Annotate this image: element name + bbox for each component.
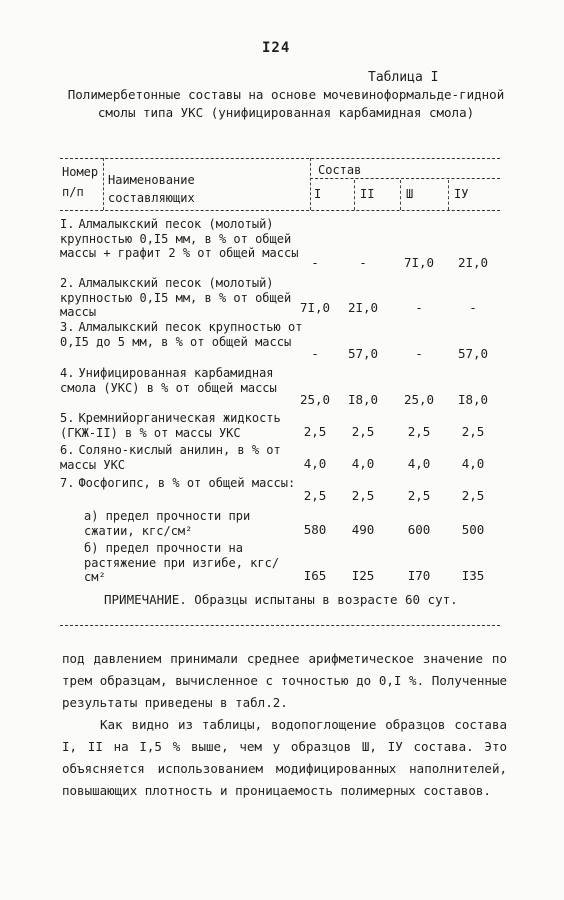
cell-r1-c2: -: [359, 255, 367, 270]
paragraph-1: под давлением принимали среднее арифметическое значение по трем образцам, вычисленное с точностью до 0,I %. Полученные результаты приведены в табл.2.: [62, 651, 507, 710]
cell-r5-c3: 2,5: [407, 424, 431, 439]
cell-r3-c2: 57,0: [347, 346, 379, 361]
header-name-line2: составляющих: [108, 191, 195, 205]
cell-r8-c1: 580: [303, 522, 327, 537]
cell-r2-c3: -: [415, 300, 423, 315]
header-divider-1: [103, 158, 104, 210]
row-name: Фосфогипс, в % от общей массы:: [78, 476, 296, 490]
header-name-line1: Наименование: [108, 173, 195, 187]
header-divider-4: [400, 180, 401, 210]
cell-r4-c4: I8,0: [457, 392, 489, 407]
cell-r2-c2: 2I,0: [347, 300, 379, 315]
header-col-1: I: [314, 187, 322, 201]
row-number: I.: [60, 217, 75, 231]
row-number: 2.: [60, 276, 75, 290]
cell-r9-c4: I35: [461, 568, 485, 583]
table-row: [60, 276, 310, 320]
cell-r3-c1: -: [311, 346, 319, 361]
row-name: Унифицированная карбамидная смола (УКС) в % от общей массы: [60, 366, 277, 395]
cell-r4-c2: I8,0: [347, 392, 379, 407]
row-name: Алмалыкский песок крупностью от 0,I5 до 5 мм, в % от общей массы: [60, 320, 303, 349]
row-number: 6.: [60, 443, 75, 457]
table-row: [60, 320, 310, 349]
cell-r6-c1: 4,0: [303, 456, 327, 471]
paragraph-2: Как видно из таблицы, водопоглощение образцов состава I, II на I,5 % выше, чем у образцов Ш, IУ состава. Это объясняется использованием модифицированных наполнителей, повышающих плотность и проницаемость полимерных составов.: [62, 717, 507, 798]
cell-r7-c3: 2,5: [407, 488, 431, 503]
table-row: [60, 366, 310, 395]
row-number: 7.: [60, 476, 75, 490]
cell-r5-c1: 2,5: [303, 424, 327, 439]
table-row: [60, 411, 310, 440]
table-bottom-rule: [60, 625, 500, 626]
cell-r9-c3: I70: [407, 568, 431, 583]
header-number-line1: Номер: [62, 165, 99, 179]
cell-r6-c4: 4,0: [461, 456, 485, 471]
row-name: б) предел прочности на растяжение при изгибе, кгс/см²: [84, 541, 280, 584]
table-row: [60, 476, 310, 491]
cell-r7-c4: 2,5: [461, 488, 485, 503]
header-col-4: IУ: [454, 187, 469, 201]
cell-r5-c4: 2,5: [461, 424, 485, 439]
cell-r4-c1: 25,0: [299, 392, 331, 407]
cell-r5-c2: 2,5: [351, 424, 375, 439]
row-number: 3.: [60, 320, 75, 334]
header-divider-5: [448, 180, 449, 210]
page-number: I24: [262, 40, 291, 56]
cell-r3-c4: 57,0: [457, 346, 489, 361]
header-number-line2: п/п: [62, 185, 84, 199]
table-title: Полимербетонные составы на основе мочевиноформальде-гидной смолы типа УКС (унифицированная карбамидная смола): [67, 87, 505, 120]
row-number: 4.: [60, 366, 75, 380]
cell-r2-c1: 7I,0: [299, 300, 331, 315]
table-row: [60, 217, 310, 261]
table-header-bottom-rule: [60, 210, 500, 211]
table-row: [60, 541, 284, 585]
header-composition: Состав: [318, 163, 362, 177]
table-label: Таблица I: [368, 70, 439, 85]
row-name: Алмалыкский песок (молотый) крупностью 0,I5 мм, в % от общей массы + графит 2 % от общей массы: [60, 217, 299, 260]
cell-r3-c3: -: [415, 346, 423, 361]
cell-r8-c2: 490: [351, 522, 375, 537]
row-name: Кремнийорганическая жидкость (ГКЖ-II) в % от массы УКС: [60, 411, 281, 440]
cell-r1-c1: -: [311, 255, 319, 270]
cell-r2-c4: -: [469, 300, 477, 315]
cell-r7-c1: 2,5: [303, 488, 327, 503]
cell-r1-c3: 7I,0: [403, 255, 435, 270]
cell-r6-c2: 4,0: [351, 456, 375, 471]
table-row: [60, 443, 310, 472]
table-row: [60, 509, 284, 538]
table-note: ПРИМЕЧАНИЕ. Образцы испытаны в возрасте 60 сут.: [104, 592, 458, 607]
cell-r6-c3: 4,0: [407, 456, 431, 471]
header-divider-3: [354, 180, 355, 210]
cell-r8-c3: 600: [407, 522, 431, 537]
row-name: а) предел прочности при сжатии, кгс/см²: [84, 509, 251, 538]
cell-r4-c3: 25,0: [403, 392, 435, 407]
cell-r9-c1: I65: [303, 568, 327, 583]
cell-r9-c2: I25: [351, 568, 375, 583]
header-col-3: Ш: [406, 187, 414, 201]
row-name: Алмалыкский песок (молотый) крупностью 0,I5 мм, в % от общей массы: [60, 276, 292, 319]
header-col-2: II: [360, 187, 375, 201]
table-top-rule: [60, 158, 500, 159]
cell-r1-c4: 2I,0: [457, 255, 489, 270]
row-number: 5.: [60, 411, 75, 425]
header-divider-2: [310, 158, 311, 210]
cell-r7-c2: 2,5: [351, 488, 375, 503]
row-name: Соляно-кислый анилин, в % от массы УКС: [60, 443, 281, 472]
cell-r8-c4: 500: [461, 522, 485, 537]
